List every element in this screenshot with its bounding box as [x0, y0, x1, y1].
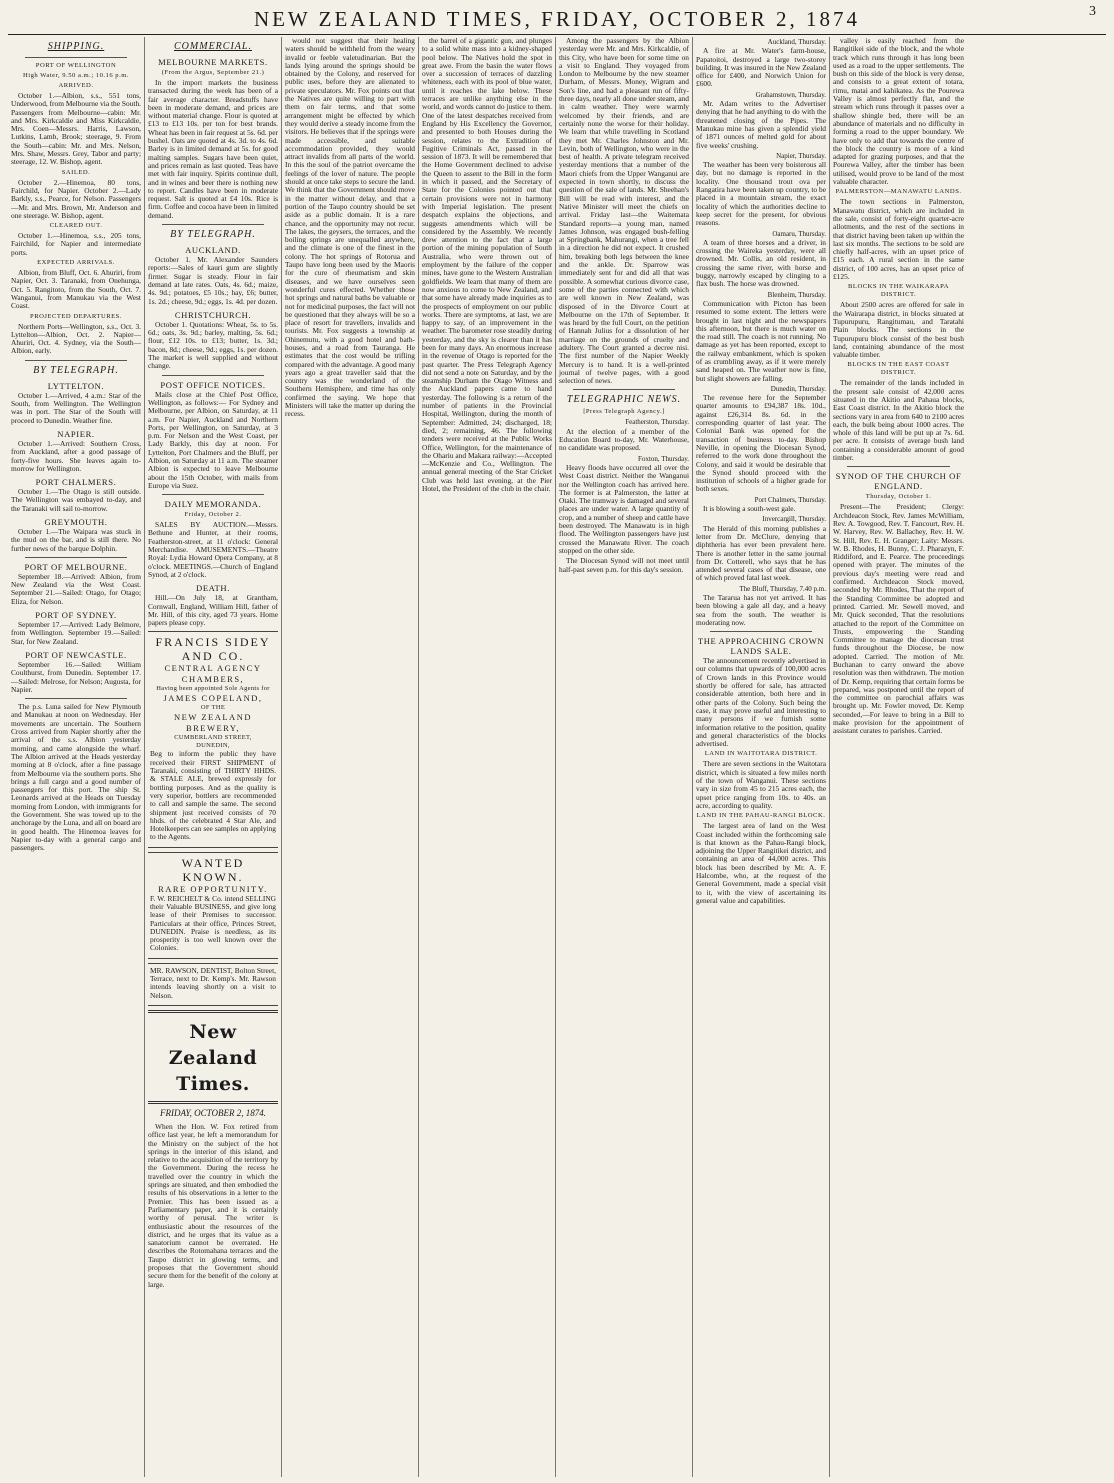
divider: [25, 57, 127, 58]
section-heading-telegraphic-news: TELEGRAPHIC NEWS.: [566, 394, 682, 406]
christchurch-heading: CHRISTCHURCH.: [174, 309, 252, 320]
lands-continued: valley is easily reached from the Rangitikei side of the block, and the whole track which runs through it has long been used as a road to the upper settlements. The bush on this side of the block is very dense, and consists to a great extent of totara, rimu, matai and kahikatea. As the Pourewa Valley is almost perfectly flat, and the stream which runs through it passes over a shallow shingle bed, there will be an abundance of materials and no difficulty in forming a road to the upper boundary. We have only to add that towards the centre of the block the country is more of a kind adapted for grazing purposes, and that the Pourewa Valley, after the timber has been utilised, would prove to be land of the most valuable character.: [833, 37, 964, 187]
press-agency: [Press Telegraph Agency.]: [583, 408, 665, 416]
melbourne-heading: PORT OF MELBOURNE.: [24, 561, 128, 572]
page-number: 3: [1089, 4, 1096, 19]
projected-text: Northern Ports—Wellington, s.s., Oct. 3. Lyttelton—Albion, Oct. 2. Napier—Ahuriri, Oct. 4. Sydney, via the South—Albion, early.: [11, 321, 141, 356]
columns: [8, 37, 1106, 1477]
ad-sidey-line: Having been appointed Sole Agents for: [156, 685, 270, 693]
invercargill-news: The Herald of this morning publishes a letter from Dr. McClure, denying that diphtheria has ever been prevalent here. There is another letter in the same journal from Dr. Cotterell, who says that he has attended several cases of that disease, one of which proved fatal last week.: [696, 523, 826, 583]
blenheim-news: Communication with Picton has been resumed to some extent. The letters were brought in last night and the newspapers this afternoon, but there is much water on the road still. The coach is not running. No damage as yet has been reported, except to the railway embankment, which is spoken of as crumbling away, as if it were merely sand heaped on. The weather now is fine, but slight showers are falling.: [696, 298, 826, 383]
ad-sidey-city: DUNEDIN,: [196, 742, 230, 750]
ad-wanted-body: F. W. REICHELT & Co. intend SELLING their Valuable BUSINESS, and give long lease of their Premises to successor. Particulars at their office, Princes Street, DUNEDIN. Praise is needless, as its prosperity is too well known over the Colonies.: [150, 893, 276, 953]
column-shipping: [8, 37, 145, 1477]
palmerston-text: The town sections in Palmerston, Manawatu district, which are included in the sale, consist of forty-eight quarter-acre allotments, and the rest of the sections in that district having been taken up within the last six months. The sections to be sold are chiefly half-acres, with an upset price of £15 each. A rural section in the same district, of 100 acres, has an upset price of £125.: [833, 197, 964, 282]
waitotara-text: There are seven sections in the Waitotara district, which is situated a few miles north of the town of Wanganui. These sections vary in size from 45 to 215 acres each, the upset price ranging from 10s. to 40s. an acre, according to quality.: [696, 759, 826, 810]
divider: [25, 698, 127, 699]
bluff-news: The Tararua has not yet arrived. It has been blowing a gale all day, and a heavy sea from the south. The weather is moderating now.: [696, 593, 826, 627]
melbourne-text: September 18.—Arrived: Albion, from New Zealand via the West Coast. September 21.—Sailed: Otago, for Otago; Eliza, for Nelson.: [11, 571, 141, 606]
cleared-label: CLEARED OUT.: [49, 222, 103, 230]
auckland-text: October 1. Mr. Alexander Saunders reports:—Sales of kauri gum are slightly firmer. Sugar is steady. Flour in fair demand at late rates. Oats, 4s. 6d.; maize, 4s. 9d.; potatoes, £5 10s.; hay, £6; butter, 1s. 2d.; cheese, 9d.; eggs, 1s. 4d. per dozen.: [148, 255, 278, 306]
memoranda-date: Friday, October 2.: [184, 511, 242, 519]
featherston-dateline: Featherston, Thursday.: [625, 418, 689, 427]
local-news-text: the barrel of a gigantic gun, and plunges to a solid white mass into a kidney-shaped pool below. The Natives hold the spot in great awe. From the basin the water flows over a succession of terraces of dazzling whiteness, each with its pool of blue water, until it reaches the lake below. These terraces are unlike anything else in the world, and words cannot do justice to them. One of the latest despatches received from England by His Excellency the Governor, and presented to both Houses during the session, relates to the Extradition of Fugitive Criminals Act, passed in the session of 1873. It will be remembered that the Home Government declined to advise the Queen to assent to the Bill in the form in which it passed, and the Secretary of State for the Colonies pointed out that certain provisions were not in harmony with Imperial legislation. The present despatch explains the objections, and suggests amendments which will be considered by the Assembly. We recently drew attention to the fact that a large portion of the mining population of South Australia, who were thrown out of employment by the failure of the copper mines, have gone to the Western Australian goldfields. We learn that many of them are now anxious to come to New Zealand, and that some have already made inquiries as to the prospects of employment on our public works. There are symptoms, at last, we are happy to say, of an improvement in the weather. The barometer rose steadily during yesterday, and the sky is clearer than it has been for many days. An enormous increase in the revenue of Otago is reported for the past quarter. The Press Telegraph Agency did not send a note on Saturday, and by the steamship Durham the Otago Witness and the Auckland papers came to hand yesterday. The following is a return of the number of patients in the Provincial Hospital, Wellington, during the month of September: Admitted, 24; discharged, 18; died, 2; remaining, 46. The following tenders were received at the Public Works Office, Wellington, for the maintenance of the Ohariu and Makara railway:—Accepted—McKenzie and Co., Wellington. The annual general meeting of the Star Cricket Club was held last evening, at the Pier Hotel, the President of the club in the chair.: [422, 37, 552, 494]
foxton-text: Heavy floods have occurred all over the West Coast district. Neither the Wanganui nor the Wellington coach has arrived here. The former is at Palmerston, the latter at Otaki. The tramway is damaged and several places are under water. A large quantity of crop, and a number of sheep and cattle have been destroyed. The Manawatu is in high flood. The Wellington passengers have just crossed the Manawatu River. The coach stopped on the other side.: [559, 462, 689, 555]
divider-double: [148, 1010, 278, 1013]
column-telegrams: [693, 37, 830, 1477]
dunedin-dateline: Dunedin, Thursday.: [770, 384, 826, 393]
crown-lands-heading: THE APPROACHING CROWN LANDS SALE.: [697, 636, 825, 657]
port-title: PORT OF WELLINGTON: [35, 62, 117, 69]
advertisement-wanted: [148, 852, 278, 959]
east-coast-text: The remainder of the lands included in the present sale consist of 42,000 acres situated in the Akitio and Pahaua blocks, East Coast district. In the Akitio block the sections vary in area from 640 to 2100 acres each, the bulk being about 1000 acres. The whole of this land will be put up at 7s. 6d. per acre. It consists of average bush land containing a considerable amount of good timber.: [833, 378, 964, 463]
divider: [573, 389, 675, 390]
arrived-text: October 1.—Albion, s.s., 551 tons, Underwood, from Melbourne via the South. Passengers from Melbourne—cabin: Mr. and Mrs. Kirkcaldie and Miss Kirkcaldie, Mrs. Coen—Messrs. Harris, Lawson, Lutkins, Lamb, Brook; steerage, 9. From the South—cabin: Mr. and Mrs. Nelson, Mrs. Shaw, Messrs. Grey, Tabor and party; steerage, 12. W. Bishop, agent.: [11, 91, 141, 167]
foxton-dateline: Foxton, Thursday.: [638, 454, 689, 463]
newcastle-heading: PORT OF NEWCASTLE.: [25, 649, 127, 660]
masthead: [8, 4, 1106, 34]
auckland-heading: AUCKLAND.: [185, 245, 241, 256]
shipping-news: The p.s. Luna sailed for New Plymouth and Manukau at noon on Wednesday. Her movements are uncertain. The Southern Cross arrived from Napier shortly after the arrival of the s.s. Albion yesterday morning, and came alongside the wharf. The Albion arrived at the Heads yesterday morning at 8 o'clock, after a fine passage from Melbourne via the southern ports. She brings a full cargo and a good number of passengers for this port. The ship St. Leonards arrived at the Heads on Tuesday morning from London, with immigrants for the Government. She was towed up to the anchorage by the Luna, and all on board are in good health. The Hinemoa leaves for Napier to-day with a general cargo and passengers.: [11, 702, 141, 853]
napier-news: The weather has been very boisterous all day, but no damage is reported in the locality. One thousand trout ova per Rangatira have been taken up country, to be placed in a mountain stream, the exact locality of which the authorities decline to keep secret for the present, for obvious reasons.: [696, 160, 826, 228]
sydney-heading: PORT OF SYDNEY.: [35, 610, 117, 621]
post-office-text: Mails close at the Chief Post Office, Wellington, as follows:— For Sydney and Melbourne, per Albion, on Saturday, at 11 a.m. For Napier, Auckland and Northern Ports, per Wellington, on Saturday, at 3 p.m. For Nelson and the West Coast, per Lady Barkly, this day at noon. For Lyttelton, Port Chalmers and the Bluff, per Albion, on Saturday at 11 a.m. The steamer Albion is expected to leave Melbourne about the 15th October, with mails from Europe via Suez.: [148, 389, 278, 490]
masthead-title: NEW ZEALAND TIMES, FRIDAY, OCTOBER 2, 1874: [253, 7, 861, 31]
ad-sidey-name: JAMES COPELAND,: [163, 693, 263, 704]
post-office-heading: POST OFFICE NOTICES.: [160, 379, 266, 390]
column-commercial: [145, 37, 282, 1477]
dunedin-news: The revenue here for the September quarter amounts to £94,387 18s. 10d., against £26,314 8s. 6d. in the corresponding quarter of last year. The Colonial Bank was opened for the transaction of business to-day. Bishop Neville, in opening the Diocesan Synod, referred to the work done throughout the Colony, and said it would be desirable that the Synod should proceed with the institution of schools of a higher grade for both sexes.: [696, 393, 826, 494]
christchurch-text: October 1. Quotations: Wheat, 5s. to 5s. 6d.; oats, 3s. 9d.; barley, malting, 5s. 6d.; flour, £12 10s. to £13; butter, 1s. 3d.; bacon, 8d.; cheese, 9d.; eggs, 1s. per dozen. The market is well supplied and without change.: [148, 319, 278, 371]
divider-double: [148, 1101, 278, 1104]
synod-text: Present—The President; Clergy: Archdeacon Stock, Rev. James McWilliam, Rev. A. Towgood, Rev. T. Fancourt, Rev. H. W. Harvey, Rev. W. Ballachey, Rev. H. W. St. Hill, Rev. E. H. Granger; Laity: Messrs. W. B. Rhodes, H. Bunny, C. J. Pharazyn, F. Riddiford, and E. Pearce. The proceedings opened with prayer. The minutes of the previous day's meeting were read and confirmed. Archdeacon Stock moved, seconded by Mr. Rhodes, That the report of the Standing Committee be adopted and printed. Carried. Mr. Sewell moved, and Mr. Quick seconded, That the resolutions attached to the report of the Committee on Trusts, empowering the Standing Committee to manage the diocesan trust funds throughout the Diocese, be now adopted. Carried. The motion of Mr. Buchanan to carry onward the above resolution was then withdrawn. The motion of Dr. Kemp, requiring that certain forms be prepared, was postponed until the report of the committee on parochial affairs was brought up. Mr. Fowler moved, Dr. Kemp seconded,—For leave to bring in a Bill to make provision for the appointment of assistant curates to parishes. Carried.: [833, 502, 964, 736]
pahau-rangi-heading: LAND IN THE PAHAU-RANGI BLOCK.: [696, 812, 826, 820]
napier-heading: NAPIER.: [57, 428, 95, 439]
sailed-text: October 2.—Hinemoa, 80 tons, Fairchild, for Napier. October 2.—Lady Barkly, s.s., Pearce, for Nelson. Passengers—Mr. and Mrs. Brown, Mr. Anderson and one steerage. W. Bishop, agent.: [11, 177, 141, 220]
leader-continued: would not suggest that their healing waters should be withheld from the weary invalid or feeble valetudinarian. But the lands lying around the springs should be obtained by the Colony, and reserved for public uses, before they are alienated to private speculators. Mr. Fox points out that the Natives are quite willing to part with them on fair terms, and that some arrangement might be effected by which they would derive a steady income from the visitors. He believes that if the springs were made accessible, and suitable accommodation provided, they would attract invalids from all parts of the world. In this the soul of the patriot overcame the feelings of the lover of nature. The people should at once take steps to secure the land. We think that the Government should move in the matter without delay, and that a portion of the Taupo country should be set aside as a public domain. It is a rare chance, and the opportunity may not recur. The lakes, the geysers, the terraces, and the boiling springs are unequalled anywhere, and the climate is one of the finest in the colony. The hot springs of Rotorua and Taupo have long been used by the Maoris for the cure of rheumatism and skin diseases, and we have ourselves seen wonderful cures effected. Whether those hot springs and natural baths be valuable or not for medicinal purposes, the fact will not be questioned that they always will be so a place of resort for travellers, invalids and tourists. Mr. Fox suggests a township at Ohinemutu, with a good hotel and bath-houses, and a road from Tauranga. He estimates that the cost would be trifling compared with the advantage. A good many years ago a great traveller said that the country was the wonderland of the Southern Hemisphere, and time has only confirmed the saying. We hope that Ministers will take the matter up during the recess.: [285, 37, 415, 419]
grahamstown-dateline: Grahamstown, Thursday.: [755, 90, 826, 99]
newspaper-nameplate: New Zealand Times.: [168, 1020, 258, 1095]
advertisement-sidey: [148, 631, 278, 847]
leader-dateline: FRIDAY, OCTOBER 2, 1874.: [159, 1107, 266, 1118]
chalmers-news: It is blowing a south-west gale.: [703, 504, 796, 514]
sailed-label: SAILED.: [61, 168, 91, 176]
ad-sidey-body: Beg to inform the public they have received their FIRST SHIPMENT of Taranaki, consisting of THIRTY HHDS. & STALE ALE, brewed expressly for bottling purposes. And as the quality is very superior, bottlers are recommended to call and sample the same. The second shipment just received consists of 70 hhds. of the celebrated 4 Star Ale, and Hotelkeepers can see samples on applying to the Agents.: [150, 749, 276, 842]
crown-lands-text: The announcement recently advertised in our columns that upwards of 100,000 acres of Crown lands in this Province would shortly be offered for sale, has attracted considerable attention, both here and in other parts of the Colony. Such being the case, it may prove useful and interesting to many persons if we furnish some information relative to the position, quality and general characteristics of the blocks advertised.: [696, 656, 826, 749]
east-coast-heading: BLOCKS IN THE EAST COAST DISTRICT.: [847, 361, 950, 377]
divider: [162, 494, 264, 495]
ad-sidey-of: OF THE: [200, 704, 226, 712]
markets-source: (From the Argus, September 21.): [161, 69, 265, 76]
lyttelton-heading: LYTTELTON.: [47, 380, 105, 391]
divider: [847, 466, 950, 467]
ad-wanted-subtitle: RARE OPPORTUNITY.: [158, 883, 268, 894]
bluff-dateline: The Bluff, Thursday, 7.40 p.m.: [739, 584, 826, 593]
masthead-rule: [8, 34, 1106, 35]
column-news: [556, 37, 693, 1477]
death-heading: DEATH.: [196, 583, 230, 594]
waitotara-heading: LAND IN WAITOTARA DISTRICT.: [704, 750, 818, 758]
column-leader: [282, 37, 419, 1477]
grahamstown-news: Mr. Adam writes to the Advertiser denying that he had anything to do with the threatened closing of the Pipes. The Manukau mine has given a splendid yield of 1871 ounces of melted gold for about five weeks' crushing.: [696, 99, 826, 150]
synod-heading: SYNOD OF THE CHURCH OF ENGLAND.: [835, 471, 962, 492]
synod-note: The Diocesan Synod will not meet until half-past seven p.m. for this day's session.: [559, 556, 689, 574]
chalmers-heading: PORT CHALMERS.: [35, 477, 117, 488]
ad-wanted-title: WANTED KNOWN.: [181, 855, 245, 884]
sydney-text: September 17.—Arrived: Lady Belmore, from Wellington. September 19.—Sailed: Star, for New Zealand.: [11, 620, 141, 646]
cleared-text: October 1.—Hinemoa, s.s., 205 tons, Fairchild, for Napier and intermediate ports.: [11, 231, 141, 257]
expected-label: EXPECTED ARRIVALS.: [37, 259, 115, 267]
divider: [162, 375, 264, 376]
high-water: High Water, 9.50 a.m.; 10.16 p.m.: [22, 72, 130, 79]
featherston-text: At the election of a member of the Education Board to-day, Mr. Waterhouse, no candidate was proposed.: [559, 426, 689, 453]
palmerston-heading: PALMERSTON—MANAWATU LANDS.: [835, 188, 962, 196]
ad-sidey-chambers: CENTRAL AGENCY CHAMBERS,: [164, 663, 262, 685]
section-heading-telegraph-2: BY TELEGRAPH.: [170, 229, 256, 241]
synod-date: Thursday, October 1.: [865, 493, 932, 501]
napier-dateline: Napier, Thursday.: [776, 151, 826, 160]
ad-sidey-title: FRANCIS SIDEY AND CO.: [155, 635, 271, 664]
divider: [25, 557, 127, 558]
wairarapa-text: About 2500 acres are offered for sale in the Wairarapa district, in blocks situated at Tupurupuru, Rangitumau, and Taratahi Plain blocks. The sections in the Tupurupuru block consist of the best bush land, containing abundance of the most valuable timber.: [833, 300, 964, 360]
divider: [162, 224, 264, 225]
newcastle-text: September 16.—Sailed: William Coulthurst, from Dunedin. September 17.—Sailed: Melrose, for Nelson; Augusta, for Napier.: [11, 659, 141, 694]
markets-text: In the import markets the business transacted during the week has been of a fair average character. Breadstuffs have been in moderate demand, and prices are without material change. Flour is quoted at £13 to £13 10s. per ton for best brands. Wheat has been in fair request at 5s. 6d. per bushel. Oats are quoted at 4s. 3d. to 4s. 6d. Barley is in limited demand at 5s. for good malting samples. Sugars have been quiet, and prices remain as last quoted. Teas have met with fair inquiry. Spirits continue dull, and in wines and beer there is nothing new to report. Candles have been in moderate request. Salt is quoted at £4 10s. Rice is firm. Coffee and cocoa have been in limited demand.: [148, 78, 278, 220]
ad-sidey-street: CUMBERLAND STREET,: [174, 734, 252, 742]
column-local-news: [419, 37, 556, 1477]
memoranda-heading: DAILY MEMORANDA.: [164, 499, 262, 510]
projected-label: PROJECTED DEPARTURES.: [30, 312, 122, 320]
section-heading-shipping: SHIPPING.: [47, 41, 105, 52]
chalmers-dateline: Port Chalmers, Thursday.: [754, 495, 826, 504]
auckland-news: A fire at Mr. Water's farm-house, Papatoitoi, destroyed a large two-storey building. It was insured in the New Zealand office for £400, and Norwich Union for £600.: [696, 46, 826, 89]
napier-text: October 1.—Arrived: Southern Cross, from Auckland, after a good passage of forty-five hours. She leaves again to-morrow for Wellington.: [11, 438, 141, 473]
advertisement-dentist: [148, 963, 278, 1006]
invercargill-dateline: Invercargill, Thursday.: [762, 515, 826, 524]
section-heading-telegraph: BY TELEGRAPH.: [33, 364, 119, 376]
lyttelton-text: October 1.—Arrived, 4 a.m.: Star of the South, from Wellington. The Wellington was in port. The Star of the South will proceed to Dunedin. Weather fine.: [11, 390, 141, 425]
oamaru-dateline: Oamaru, Thursday.: [772, 229, 826, 238]
blenheim-dateline: Blenheim, Thursday.: [767, 290, 826, 299]
death-text: Hill.—On July 18, at Grantham, Cornwall, England, William Hill, father of Mr. Hill, of this city, aged 73 years. Home papers please copy.: [148, 593, 278, 628]
column-synod: [830, 37, 967, 1477]
markets-heading: MELBOURNE MARKETS.: [158, 57, 268, 67]
greymouth-text: October 1.—The Waipara was stuck in the mud on the bar, and is still there. No further news of the barque Dolphin.: [11, 526, 141, 553]
chalmers-text: October 1.—The Otago is still outside. The Wellington was embayed to-day, and the Taranaki will sail to-morrow.: [11, 487, 141, 513]
pahau-rangi-text: The largest area of land on the West Coast included within the forthcoming sale is that known as the Pahau-Rangi block, adjoining the Upper Rangitikei district, and containing an area of 44,000 acres. This block has been described by Mr. A. F. Halcombe, who, at the request of the General Government, made a special visit to it, with the view of ascertaining its general value and capabilities.: [696, 821, 826, 905]
memoranda-text: SALES BY AUCTION.—Messrs. Bethune and Hunter, at their rooms, Featherston-street, at 11 o'clock: General Merchandise. AMUSEMENTS.—Theatre Royal: Lydia Howard Opera Company, at 8 o'clock. MEETINGS.—Church of England Synod, at 2 o'clock.: [148, 520, 278, 579]
greymouth-heading: GREYMOUTH.: [44, 516, 108, 527]
divider: [710, 631, 812, 632]
auckland-dateline: Auckland, Thursday.: [767, 38, 826, 46]
section-heading-commercial: COMMERCIAL.: [174, 41, 252, 52]
news-text: Among the passengers by the Albion yesterday were Mr. and Mrs. Kirkcaldie, of this City, who have been for some time on a visit to England. They voyaged from London to Melbourne by the new steamer Durham, of Messrs. Money, Wigram and Son's line, and had a pleasant run of fifty-three days, nearly all done under steam, and in calm weather. They were warmly welcomed by their friends, and are certainly none the worse for their holiday. We learn that while travelling in Scotland they met Mr. Charles Johnston and Mr. Levin, both of Wellington, who were in the best of health. A private telegram received yesterday mentions that a number of the Maori chiefs from the Upper Wanganui are expected in town shortly, to discuss the question of the sale of lands. Mr. Sheehan's Bill will be read with interest, and the Native Minister will meet the chiefs on arrival. Friday last—the Waitemata Standard reports—a young man, named James Johnson, was engaged bush-felling at Springbank, Mahurangi, when a tree fell in a direction he did not expect. It crushed him, breaking both legs between the knee and the ankle. Dr. Sparrow was immediately sent for and did all that was possible. A somewhat curious divorce case, some of the parties connected with which are well known in New Zealand, was disposed of in the Divorce Court at Melbourne on the 17th of September. It was heard by the full Court, on the petition of Hannah Julius for a dissolution of her marriage on the grounds of cruelty and adultery. The Court granted a decree nisi. The first number of the Napier Weekly Mercury is to hand. It is a well-printed journal of twelve pages, with a good selection of news.: [559, 37, 689, 386]
oamaru-news: A team of three horses and a driver, in crossing the Waireka yesterday, were all drowned. Mr. Collis, an old resident, in crossing the same river, with horse and buggy, narrowly escaped by clinging to a flax bush. The horse was drowned.: [696, 237, 826, 289]
expected-text: Albion, from Bluff, Oct. 6. Ahuriri, from Napier, Oct. 3. Taranaki, from Onehunga, Oct. 5. Rangitoto, from the South, Oct. 7. Wanganui, from Manukau via the West Coast.: [11, 268, 141, 311]
divider: [25, 360, 127, 361]
wairarapa-heading: BLOCKS IN THE WAIKARAPA DISTRICT.: [848, 283, 949, 299]
ad-dentist-body: MR. RAWSON, DENTIST, Bolton Street, Terrace, next to Dr. Kemp's. Mr. Rawson intends leaving shortly on a visit to Nelson.: [150, 965, 276, 1000]
leader-text: When the Hon. W. Fox retired from office last year, he left a memorandum for the Ministry on the subject of the hot springs in the interior of this island, and relative to the acquisition of the territory by the Government. During the recess he travelled over the country in which the springs are situated, and then embodied the results of his observations in a letter to the Premier. This has been issued as a Parliamentary paper, and it is certainly worthy of perusal. The writer is enthusiastic about the resources of the district, and he urges that its value as a sanatorium cannot be overrated. He describes the Rotomahana terraces and the Taupo district in glowing terms, and proposes that the Government should secure them for the benefit of the colony at large.: [148, 1121, 278, 1289]
ad-sidey-brewery: NEW ZEALAND BREWERY,: [174, 712, 252, 734]
arrived-label: ARRIVED.: [58, 82, 94, 89]
